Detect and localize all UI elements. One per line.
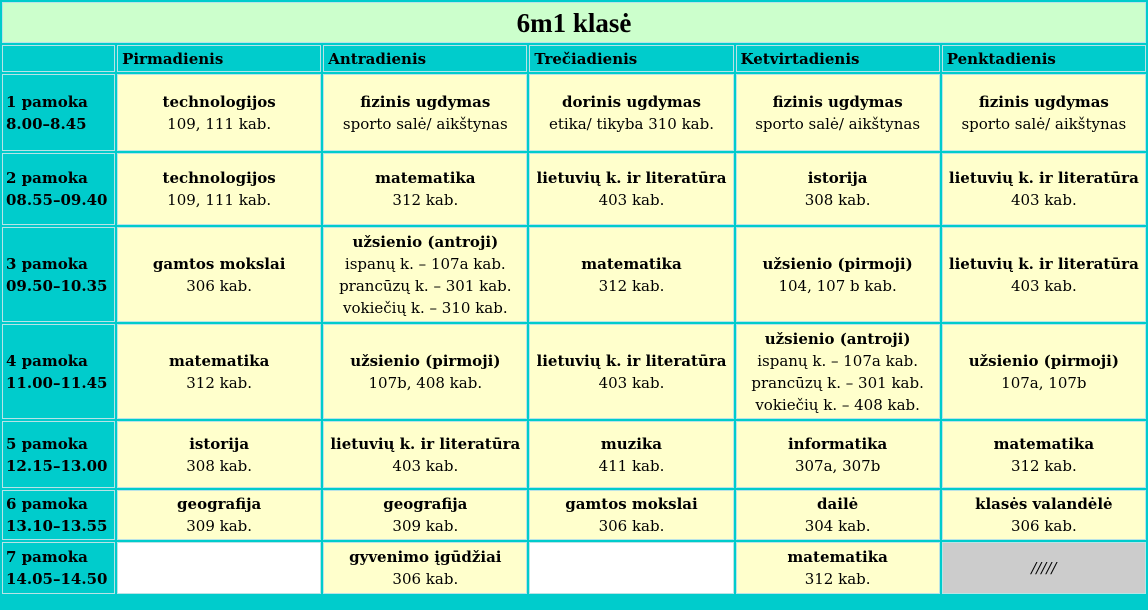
schedule-cell — [736, 542, 940, 594]
lesson-row — [2, 153, 1146, 225]
subject-name: užsienio (antroji) — [352, 232, 499, 251]
room-info: 312 kab. — [598, 276, 665, 295]
lesson-row — [2, 542, 1146, 594]
schedule-cell — [942, 421, 1146, 488]
room-info: prancūzų k. – 301 kab. — [339, 276, 512, 295]
lesson-time: 09.50–10.35 — [6, 276, 108, 295]
room-info: 306 kab. — [186, 276, 253, 295]
schedule-cell — [736, 74, 940, 151]
room-info: 104, 107 b kab. — [778, 276, 897, 295]
schedule-cell — [529, 227, 733, 322]
day-header: Penktadienis — [942, 45, 1146, 72]
subject-name: istorija — [807, 169, 868, 187]
room-info: sporto salė/ aikštynas — [342, 114, 508, 133]
room-info: 411 kab. — [598, 456, 665, 475]
lesson-label — [2, 227, 115, 322]
subject-name: lietuvių k. ir literatūra — [536, 169, 727, 187]
subject-name: užsienio (pirmoji) — [968, 351, 1119, 370]
subject-name: lietuvių k. ir literatūra — [536, 351, 727, 370]
schedule-cell — [529, 324, 733, 419]
room-info: 107b, 408 kab. — [368, 373, 483, 392]
subject-name: fizinis ugdymas — [772, 92, 903, 111]
subject-name: matematika — [787, 548, 888, 566]
room-info: 308 kab. — [804, 191, 871, 209]
subject-name: fizinis ugdymas — [360, 92, 491, 111]
room-info: 312 kab. — [186, 373, 253, 392]
room-info: etika/ tikyba 310 kab. — [548, 114, 714, 133]
lesson-row — [2, 421, 1146, 488]
schedule-cell — [529, 421, 733, 488]
lesson-number: 6 pamoka — [6, 495, 88, 513]
schedule-cell — [117, 421, 321, 488]
room-info: 312 kab. — [392, 191, 459, 209]
room-info: 309 kab. — [392, 517, 459, 535]
schedule-cell — [942, 74, 1146, 151]
schedule-cell — [736, 490, 940, 540]
schedule-cell — [323, 490, 527, 540]
schedule-cell — [736, 324, 940, 419]
room-info: 308 kab. — [186, 456, 253, 475]
lesson-number: 4 pamoka — [6, 351, 88, 370]
lesson-time: 13.10–13.55 — [6, 517, 108, 535]
lesson-time: 8.00–8.45 — [6, 114, 87, 133]
subject-name: dailė — [817, 495, 859, 513]
empty-cell — [117, 542, 321, 594]
unavailable-marker: ///// — [1031, 559, 1057, 577]
subject-name: technologijos — [162, 169, 276, 187]
empty-cell — [529, 542, 733, 594]
schedule-cell — [529, 490, 733, 540]
lesson-label — [2, 74, 115, 151]
lesson-number: 1 pamoka — [6, 92, 88, 111]
schedule-cell — [117, 227, 321, 322]
lesson-number: 5 pamoka — [6, 434, 88, 453]
room-info: vokiečių k. – 310 kab. — [343, 298, 508, 317]
subject-name: užsienio (antroji) — [764, 329, 911, 348]
room-info: 109, 111 kab. — [167, 191, 272, 209]
lesson-label — [2, 490, 115, 540]
subject-name: lietuvių k. ir literatūra — [948, 169, 1139, 187]
day-header: Antradienis — [323, 45, 527, 72]
schedule-cell — [323, 421, 527, 488]
room-info: sporto salė/ aikštynas — [755, 114, 921, 133]
subject-name: gamtos mokslai — [565, 495, 698, 513]
header-corner — [2, 45, 115, 72]
room-info: 109, 111 kab. — [167, 114, 272, 133]
header-row — [2, 45, 1146, 72]
lesson-label — [2, 324, 115, 419]
schedule-cell — [117, 74, 321, 151]
subject-name: lietuvių k. ir literatūra — [330, 434, 521, 453]
day-header: Trečiadienis — [529, 45, 733, 72]
subject-name: gyvenimo įgūdžiai — [349, 548, 502, 566]
lesson-row — [2, 227, 1146, 322]
room-info: 306 kab. — [598, 517, 665, 535]
room-info: 403 kab. — [598, 373, 665, 392]
subject-name: matematika — [993, 434, 1095, 453]
schedule-cell — [323, 153, 527, 225]
lesson-time: 08.55–09.40 — [6, 191, 108, 209]
subject-name: istorija — [189, 434, 250, 453]
lesson-time: 14.05–14.50 — [6, 570, 108, 588]
lesson-time: 11.00–11.45 — [6, 373, 108, 392]
lesson-number: 3 pamoka — [6, 254, 88, 273]
subject-name: geografija — [383, 495, 468, 513]
schedule-cell — [323, 542, 527, 594]
schedule-cell — [323, 74, 527, 151]
room-info: 312 kab. — [804, 570, 871, 588]
room-info: 403 kab. — [1010, 191, 1077, 209]
room-info: 309 kab. — [186, 517, 253, 535]
subject-name: užsienio (pirmoji) — [762, 254, 913, 273]
room-info: 403 kab. — [392, 456, 459, 475]
subject-name: gamtos mokslai — [152, 254, 286, 273]
room-info: prancūzų k. – 301 kab. — [751, 373, 924, 392]
subject-name: lietuvių k. ir literatūra — [948, 254, 1139, 273]
schedule-cell — [736, 153, 940, 225]
room-info: vokiečių k. – 408 kab. — [755, 395, 920, 414]
unavailable-cell — [942, 542, 1146, 594]
schedule-cell — [942, 227, 1146, 322]
room-info: 304 kab. — [804, 517, 871, 535]
page-title: 6m1 klasė — [2, 2, 1146, 43]
lesson-row — [2, 324, 1146, 419]
schedule-cell — [736, 227, 940, 322]
room-info: 306 kab. — [1010, 517, 1077, 535]
day-header: Pirmadienis — [117, 45, 321, 72]
lesson-label — [2, 542, 115, 594]
schedule-cell — [942, 324, 1146, 419]
schedule-cell — [529, 153, 733, 225]
schedule-cell — [942, 153, 1146, 225]
subject-name: geografija — [177, 495, 262, 513]
schedule-cell — [117, 490, 321, 540]
schedule-cell — [942, 490, 1146, 540]
subject-name: klasės valandėlė — [975, 495, 1113, 513]
room-info: 307a, 307b — [794, 456, 881, 475]
room-info: sporto salė/ aikštynas — [961, 114, 1127, 133]
schedule-cell — [117, 153, 321, 225]
room-info: 312 kab. — [1010, 456, 1077, 475]
subject-name: matematika — [375, 169, 476, 187]
lesson-time: 12.15–13.00 — [6, 456, 108, 475]
room-info: 403 kab. — [1010, 276, 1077, 295]
subject-name: užsienio (pirmoji) — [350, 351, 501, 370]
lesson-row — [2, 490, 1146, 540]
subject-name: matematika — [168, 351, 270, 370]
room-info: ispanų k. – 107a kab. — [757, 351, 919, 370]
subject-name: informatika — [787, 434, 888, 453]
lesson-label — [2, 421, 115, 488]
schedule-cell — [736, 421, 940, 488]
subject-name: technologijos — [162, 92, 276, 111]
schedule-cell — [117, 324, 321, 419]
room-info: 107a, 107b — [1001, 373, 1087, 392]
schedule-cell — [323, 324, 527, 419]
lesson-number: 7 pamoka — [6, 548, 88, 566]
schedule-cell — [323, 227, 527, 322]
room-info: 306 kab. — [392, 570, 459, 588]
subject-name: matematika — [581, 254, 682, 273]
lesson-row — [2, 74, 1146, 151]
lesson-number: 2 pamoka — [6, 169, 88, 187]
lesson-label — [2, 153, 115, 225]
schedule-cell — [529, 74, 733, 151]
subject-name: muzika — [600, 434, 663, 453]
room-info: ispanų k. – 107a kab. — [344, 254, 506, 273]
subject-name: dorinis ugdymas — [561, 92, 701, 111]
room-info: 403 kab. — [598, 191, 665, 209]
day-header: Ketvirtadienis — [736, 45, 940, 72]
subject-name: fizinis ugdymas — [978, 92, 1109, 111]
